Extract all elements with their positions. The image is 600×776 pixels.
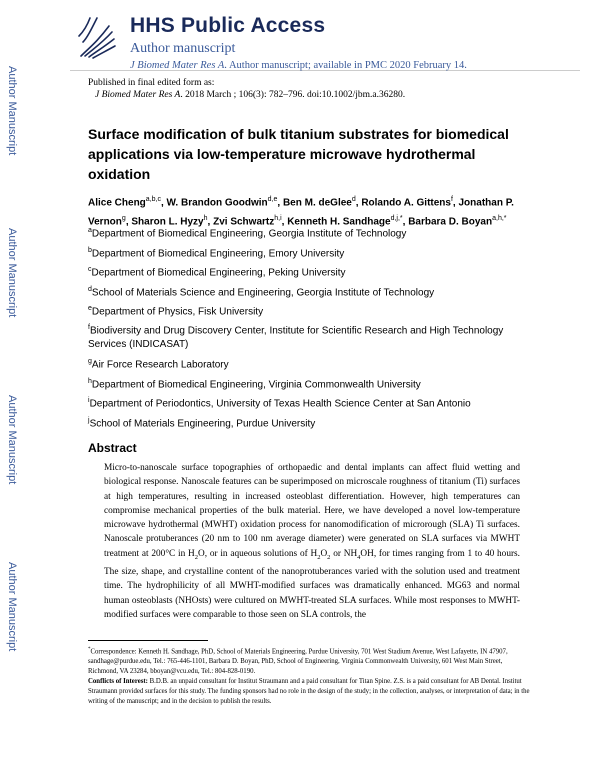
author-name: Zvi Schwartz	[213, 216, 275, 228]
author-name: Rolando A. Gittens	[361, 197, 451, 209]
side-label-4: Author Manuscript	[6, 562, 18, 652]
author-name: Jonathan P. Vernon	[88, 197, 514, 228]
affiliation: $^f$Biodiversity and Drug Discovery Center, Institute for Scientific Research and High Technology Services (INDICASAT)	[88, 324, 504, 351]
footnote-rule	[88, 640, 208, 641]
abstract-heading: Abstract	[88, 441, 137, 455]
side-label-3: Author Manuscript	[6, 395, 18, 485]
affiliation: $^j$School of Materials Engineering, Purdue University	[88, 417, 316, 430]
affiliation: $^i$Department of Periodontics, University of Texas Health Science Center at San Antonio	[88, 397, 471, 410]
affiliation: $^a$Department of Biomedical Engineering, Georgia Institute of Technology	[88, 227, 407, 240]
correspondence-footnote: *Correspondence: Kenneth H. Sandhage, PhD, School of Materials Engineering, Purdue University, 701 West Stadium Avenue, West Lafayette, IN 47907, sandhage@purdue.edu, Tel.: 765-446-1101, Barbara D. Boyan, PhD, School of Engineering, Virginia Commonwealth University, 601 West Main Street, Richmond, VA 23284, bboyan@vcu.edu, Tel.: 804-828-0190.	[88, 647, 508, 676]
citation	[95, 90, 405, 100]
published-label: Published in final edited form as:	[88, 78, 215, 88]
author-name: Kenneth H. Sandhage	[287, 216, 391, 228]
conflicts-footnote: Conflicts of Interest: B.D.B. an unpaid consultant for Institut Straumann and a paid consultant for Titan Spine. Z.S. is a paid consultant for AB Dental. Institut Straumann provided surfaces for this study. The funding sponsors had no role in the design of the study; in the collection, analyses, or interpretation of data; in the writing of the manuscript; and in the decision to publish the results.	[88, 678, 530, 705]
abstract-body: Micro-to-nanoscale surface topographies of orthopaedic and dental implants can affect fluid wetting and biological response. Nanoscale features can be superimposed on microscale roughness of titanium (Ti) surfaces at high temperatures, resulting in increased osteoblast differentiation. However, high temperatures can compromise mechanical properties of the bulk material. Here, we have developed a novel low-temperature microwave hydrothermal (MWHT) oxidation process for nanomodification of microrough (SLA) Ti surfaces. Nanoscale protuberances (20 nm to 100 nm average diameter) were generated on SLA surfaces via MWHT treatment at 200°C in $H_2O$, or in aqueous solutions of $H_2O_2$ or $NH_4OH$, for times ranging from 1 to 40 hours. The size, shape, and crystalline content of the nanoprotuberances varied with the solution used and treatment time. The hydrophilicity of all MWHT-modified surfaces was dramatically enhanced. MG63 and normal human osteoblasts (NHOsts) were cultured on MWHT-treated SLA surfaces. While most responses to MWHT-modified surfaces were comparable to those seen on SLA controls, the	[104, 463, 521, 620]
journal-name: J Biomed Mater Res A	[130, 60, 225, 71]
affiliation: $^c$Department of Biomedical Engineering, Peking University	[88, 266, 346, 279]
author-name: Barbara D. Boyan	[408, 216, 493, 228]
author-name: Ben M. deGlee	[282, 197, 352, 209]
hhs-public-access-title: HHS Public Access	[130, 14, 326, 37]
journal-availability-text: . Author manuscript; available in PMC 2020 February 14.	[224, 60, 467, 71]
author-list: Alice Cheng$^{a,b,c}$, W. Brandon Goodwin$^{d,e}$, Ben M. deGlee$^d$, Rolando A. Gittens$^f$, Jonathan P. Vernon$^g$, Sharon L. Hyzy$^h$, Zvi Schwartz$^{h,i}$, Kenneth H. Sandhage$^{d,j,*}$, Barbara D. Boyan$^{a,h,*}$	[88, 196, 514, 228]
affiliation: $^e$Department of Physics, Fisk University	[88, 305, 264, 318]
hhs-eagle-logo-icon	[75, 12, 117, 62]
citation-details: . 2018 March ; 106(3): 782–796. doi:10.1002/jbm.a.36280.	[180, 90, 406, 100]
affiliation: $^h$Department of Biomedical Engineering, Virginia Commonwealth University	[88, 378, 421, 391]
journal-availability	[130, 60, 467, 71]
author-name: Sharon L. Hyzy	[131, 216, 204, 228]
affiliation: $^b$Department of Biomedical Engineering, Emory University	[88, 247, 345, 260]
affiliation: $^g$Air Force Research Laboratory	[88, 358, 229, 371]
side-label-1: Author Manuscript	[6, 66, 18, 156]
author-manuscript-subtitle: Author manuscript	[130, 41, 236, 56]
affiliation: $^d$School of Materials Science and Engineering, Georgia Institute of Technology	[88, 286, 435, 299]
article-title: Surface modification of bulk titanium substrates for biomedical applications via low-temperature microwave hydrothermal oxidation	[88, 126, 509, 182]
author-name: Alice Cheng	[88, 197, 146, 209]
citation-journal: J Biomed Mater Res A	[95, 90, 181, 100]
side-label-2: Author Manuscript	[6, 228, 18, 318]
author-name: W. Brandon Goodwin	[166, 197, 268, 209]
hhs-header	[70, 8, 580, 71]
